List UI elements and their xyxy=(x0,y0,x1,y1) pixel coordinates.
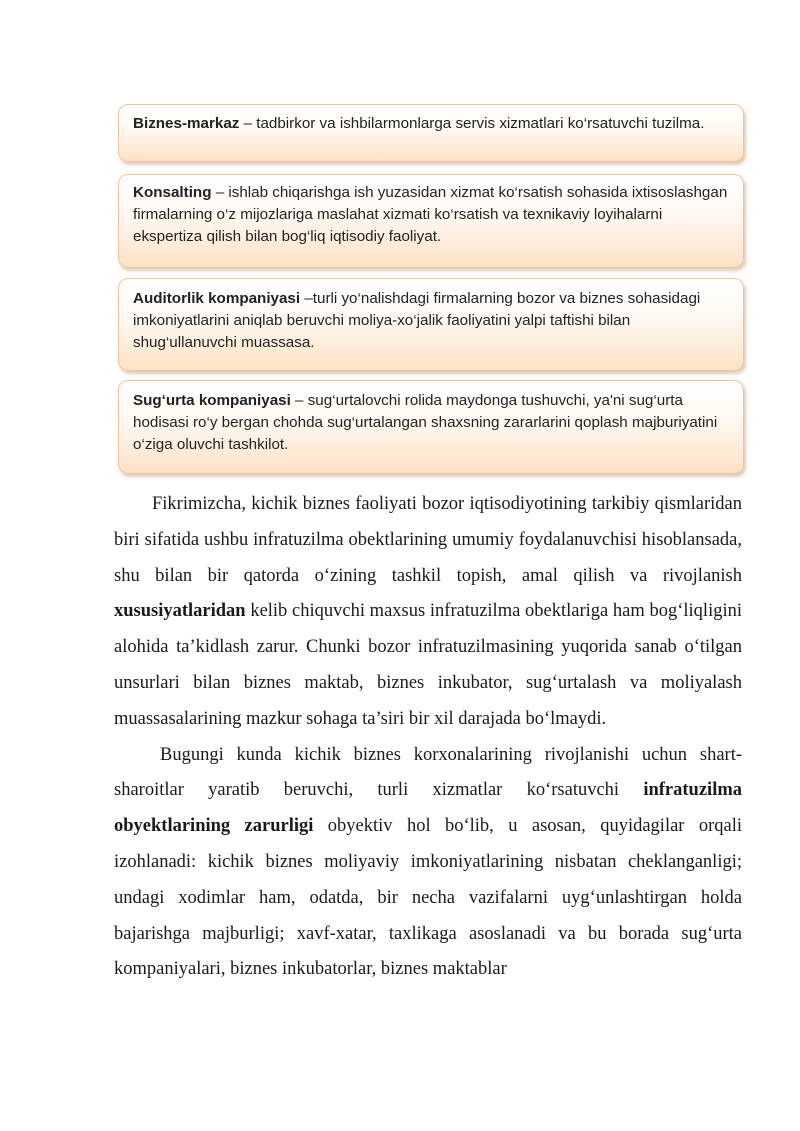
definition-box-biznes-markaz xyxy=(118,104,744,162)
paragraph-bold-text: xususiyatlaridan xyxy=(114,601,246,622)
body-text xyxy=(114,487,742,988)
definition-text: – tadbirkor va ishbilarmonlarga servis xizmatlari ko‘rsatuvchi tuzilma. xyxy=(239,115,705,132)
definition-text: – sug‘urtalovchi rolida maydonga tushuvchi, ya'ni sug‘urta hodisasi ro‘y bergan chohda sug‘urtalangan shaxsning zararlarini qoplash majburiyatini o‘ziga oluvchi tashkilot. xyxy=(133,392,718,453)
paragraph-text: Fikrimizcha, kichik biznes faoliyati bozor iqtisodiyotining tarkibiy qismlaridan biri sifatida ushbu infratuzilma obektlarining umumiy foydalanuvchisi hisoblansada, shu bilan bir qatorda o‘zining tashkil topish, amal qilish va rivojlanish xyxy=(114,494,742,586)
definition-box-auditorlik-kompaniyasi xyxy=(118,278,744,371)
definition-text: – ishlab chiqarishga ish yuzasidan xizmat ko‘rsatish sohasida ixtisoslashgan firmalarning o‘z mijozlariga maslahat xizmati ko‘rsatish va texnikaviy loyihalarni ekspertiza qilish bilan bog‘liq iqtisodiy faoliyat. xyxy=(133,184,728,245)
definition-box-konsalting xyxy=(118,174,744,268)
definition-term: Auditorlik kompaniyasi xyxy=(133,290,301,307)
definition-term: Biznes-markaz xyxy=(133,115,240,132)
definition-term: Sug‘urta kompaniyasi xyxy=(133,392,291,409)
paragraph-text: kelib chiquvchi maxsus infratuzilma obektlariga ham bog‘liqligini alohida ta’kidlash zarur. Chunki bozor infratuzilmasining yuqorida sanab o‘tilgan unsurlari bilan biznes maktab, biznes inkubator, sug‘urtalash va moliyalash muassasalarining mazkur sohaga ta’siri bir xil darajada bo‘lmaydi. xyxy=(114,601,742,729)
definition-text: –turli yo‘nalishdagi firmalarning bozor va biznes sohasidagi imkoniyatlarini aniqlab beruvchi moliya-xo‘jalik faoliyatini yalpi taftishi bilan shug‘ullanuvchi muassasa. xyxy=(133,290,701,351)
definition-box-sugurta-kompaniyasi xyxy=(118,380,744,474)
paragraph-1 xyxy=(114,487,742,738)
paragraph-text: Bugungi kunda kichik biznes korxonalarining rivojlanishi uchun shart-sharoitlar yaratib beruvchi, turli xizmatlar ko‘rsatuvchi xyxy=(114,744,742,801)
paragraph-bold-text: infratuzilma obyektlarining zarurligi xyxy=(114,780,742,837)
definition-term: Konsalting xyxy=(133,184,212,201)
paragraph-2 xyxy=(114,738,742,989)
paragraph-text: obyektiv hol bo‘lib, u asosan, quyidagilar orqali izohlanadi: kichik biznes moliyaviy imkoniyatlarining nisbatan cheklanganligi; undagi xodimlar ham, odatda, bir necha vazifalarni uyg‘unlashtirgan holda bajarishga majburligi; xavf-xatar, taxlikaga asoslanadi va bu borada sug‘urta kompaniyalari, biznes inkubatorlar, biznes maktablar xyxy=(114,816,743,980)
